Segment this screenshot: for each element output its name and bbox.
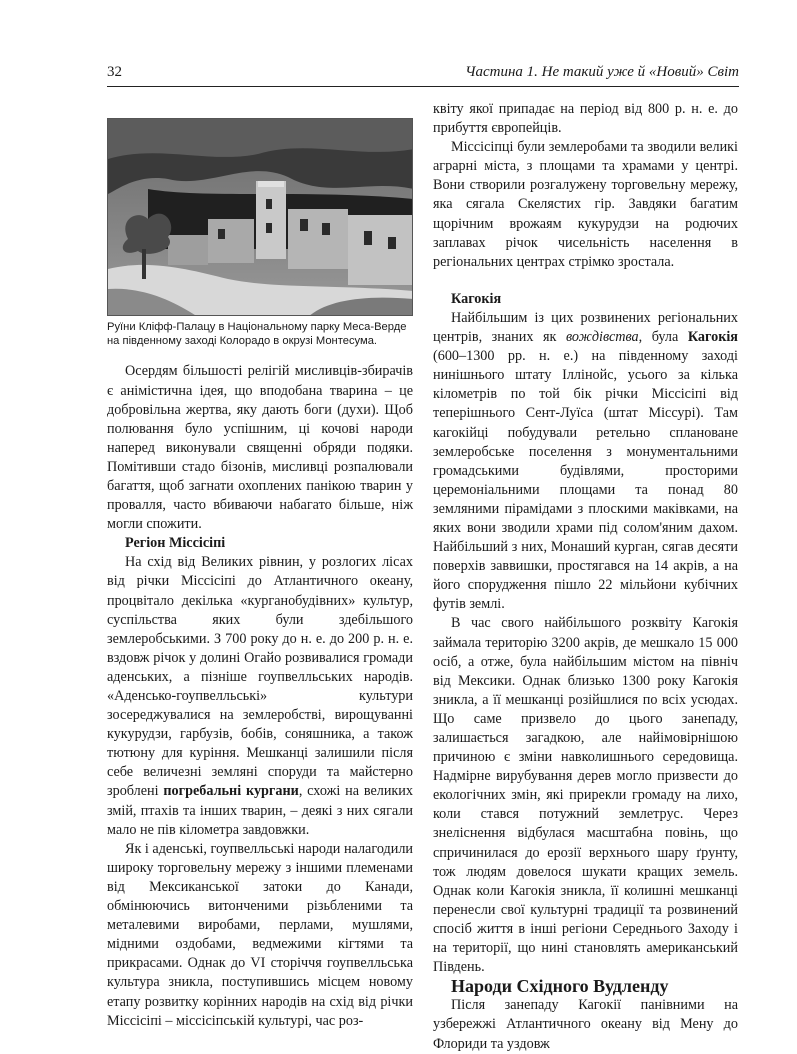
paragraph: На схід від Великих рівнин, у розлогих лісах від річки Міссісіпі до Атлантичного океану, процвітало декілька «курганобудівних» культур, суспільства яких були здебільшого землеробськими. З 700 року до н. е. до 200 р. н. е. вздовж річок у долині Огайо розвивалися громади аденських, а пізніше гоупвелльських народів. «Аденсько-гоупвелльські» культури зосереджувалися на землеробстві, вирощуванні кукурудзи, гарбузів, бобів, соняшника, а також тютюну для куріння. Мешканці залишили після себе величезні земляні споруди та майстерно зроблені погребальні кургани, схожі на великих змій, птахів та інших тварин, – деякі з них сягали мало не пів кілометра завдовжки. [107,554,413,838]
subheading-mississippi: Регіон Міссісіпі [125,535,226,552]
paragraph: Як і аденські, гоупвелльські народи налагодили широку торговельну мережу з іншими племенами від Мексиканської затоки до Канади, обмінюючись витонченими різьбленими та металевими виробами, перлами, мушлями, мідними оздобами, ведмежими кігтями та прикрасами. Однак до VI сторіччя гоупвелльська культура зникла, поступившись місцем новому етапу розвитку корінних народів на схід від річки Міссісіпі – міссісіпській культурі, час роз- [107,840,413,1029]
photo-illustration [108,119,413,316]
paragraph: Після занепаду Кагокії панівними на узбережжі Атлантичного океану від Мену до Флориди та уздовж [433,997,738,1052]
photo-caption: Руїни Кліфф-Палацу в Національному парку Меса-Верде на південному заході Колорадо в окрузі Монтесума. [107,321,407,348]
paragraph: В час свого найбільшого розквіту Кагокія займала територію 3200 акрів, де мешкало 15 000 осіб, а отже, була найбільшим містом на північ від Мексики. Однак близько 1300 року Кагокія зникла, а її мешканці розійшлися по всіх усюдах. Що саме призвело до цього занепаду, залишається загадкою, але найімовірнішою причиною є зміни навколишнього середовища. Надмірне вирубування дерев могло призвести до екологічних змін, які прирекли громаду на лихо, коли стався потужний землетрус. Через знеліснення відбулася масштабна повінь, що спричинилася до ерозії верхнього шару ґрунту, тож людям довелося шукати кращих земель. Однак коли Кагокія зникла, її колишні мешканці перенесли свої культурні традиції та розвинений спосіб життя в інші регіони Середнього Заходу і на території, що нині становлять американський Південь. [433,615,738,976]
cliff-palace-photo [107,118,413,316]
section-title: Народи Східного Вудленду [451,976,669,997]
header-rule [107,86,739,87]
paragraph: квіту якої припадає на період від 800 р. н. е. до прибуття європейців. [433,101,738,137]
paragraph: Осердям більшості релігій мисливців-збирачів є анімістична ідея, що вподобана тварина – це добровільна жертва, яку дають боги (духи). Щоб полювання було успішним, ці кочові народи наперед виконували священні обряди подяки. Помітивши стадо бізонів, мисливці розпалювали багаття, щоб загнати охоплених панікою тварин у провалля, часто вбиваючи набагато більше, ніж могли спожити. [107,363,413,533]
bold-term: погребальні кургани [163,783,299,800]
paragraph: Найбільшим із цих розвинених регіональних центрів, знаних як вождівства, була Кагокія (600–1300 рр. н. е.) на південному заході нинішнього штату Іллінойс, усього за кілька кілометрів по той бік річки Міссісіпі від теперішнього Сент-Луїса (штат Міссурі). Там кагокійці побудували ретельно сплановане землеробське поселення з монументальними громадськими будівлями, просторими церемоніальними площами та понад 80 земляними пірамідами з плоскими маківками, на яких вони зводили храми під солом'яним дахом. Найбільший з них, Монаший курган, сягав десяти поверхів заввишки, простягався на 14 акрів, а на його спорудження пішло 22 мільйони кубічних футів землі. [433,309,738,613]
page-header [107,62,739,84]
left-column [107,118,413,1031]
subheading-cahokia: Кагокія [451,290,502,307]
page-number: 32 [107,64,122,80]
right-column [433,100,738,1054]
bold-term: Кагокія [687,329,738,346]
running-title: Частина 1. Не такий уже й «Новий» Світ [465,64,739,80]
paragraph: Міссісіпці були землеробами та зводили великі аграрні міста, з площами та храмами у центрі. Вони створили розгалужену торговельну мережу, яка сягала Скелястих гір. Завдяки багатим щорічним врожаям кукурудзи на родючих заплавах річок чисельність населення в регіональних центрах стрімко зростала. [433,139,738,270]
italic-term: вождівства [565,329,639,346]
